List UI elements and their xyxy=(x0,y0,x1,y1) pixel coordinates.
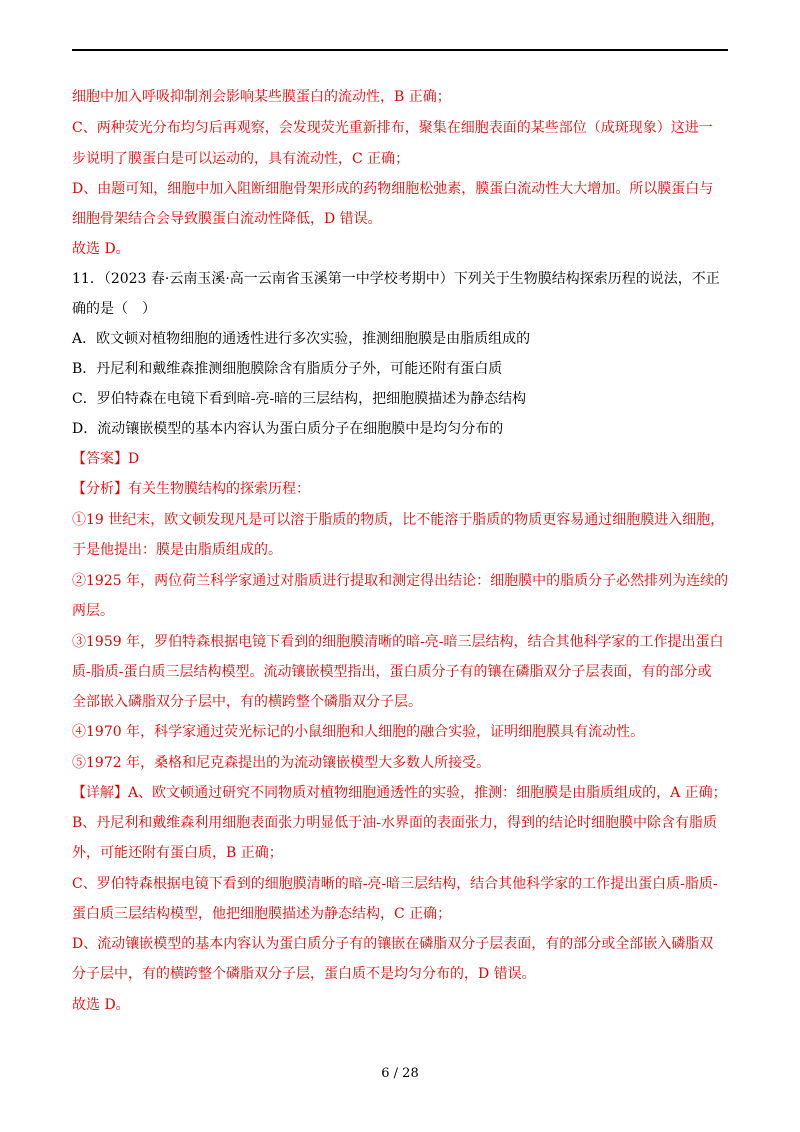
question-stem: 确的是（ ） xyxy=(72,301,156,317)
text-line: 外，可能还附有蛋白质，B 正确； xyxy=(72,845,283,861)
text-line: 两层。 xyxy=(72,603,114,619)
text-line: 细胞中加入呼吸抑制剂会影响某些膜蛋白的流动性，B 正确； xyxy=(72,89,451,105)
text-line: C、两种荧光分布均匀后再观察，会发现荧光重新排布，聚集在细胞表面的某些部位（成斑现象）这进一 xyxy=(72,120,713,136)
text-line: C、罗伯特森根据电镜下看到的细胞膜清晰的暗-亮-暗三层结构，结合其他科学家的工作提出蛋白质-脂质- xyxy=(72,876,718,892)
text-line: 于是他提出：膜是由脂质组成的。 xyxy=(72,542,282,558)
text-line: 故选 D。 xyxy=(72,997,130,1013)
text-line: 质-脂质-蛋白质三层结构模型。流动镶嵌模型指出，蛋白质分子有的镶在磷脂双分子层表面，有的部分或 xyxy=(72,664,712,680)
option-b: B．丹尼利和戴维森推测细胞膜除含有脂质分子外，可能还附有蛋白质 xyxy=(72,361,503,377)
option-d: D．流动镶嵌模型的基本内容认为蛋白质分子在细胞膜中是均匀分布的 xyxy=(72,421,504,437)
text-line: ①19 世纪末，欧文顿发现凡是可以溶于脂质的物质，比不能溶于脂质的物质更容易通过细胞膜进入细胞， xyxy=(72,512,725,528)
text-line: B、丹尼利和戴维森利用细胞表面张力明显低于油-水界面的表面张力，得到的结论时细胞膜中除含有脂质 xyxy=(72,815,718,831)
header-rule xyxy=(72,49,728,51)
text-line: ⑤1972 年，桑格和尼克森提出的为流动镶嵌模型大多数人所接受。 xyxy=(72,755,491,771)
text-line: 全部嵌入磷脂双分子层中，有的横跨整个磷脂双分子层。 xyxy=(72,694,422,710)
question-stem: 11．（2023 春·云南玉溪·高一云南省玉溪第一中学校考期中）下列关于生物膜结构探索历程的说法，不正 xyxy=(72,271,720,287)
text-line: 步说明了膜蛋白是可以运动的，具有流动性，C 正确； xyxy=(72,151,410,167)
analysis-heading: 【分析】有关生物膜结构的探索历程： xyxy=(72,481,310,497)
detail-heading: 【详解】A、欧文顿通过研究不同物质对植物细胞通透性的实验，推测：细胞膜是由脂质组成的，A 正确； xyxy=(72,785,727,801)
answer-line: 【答案】D xyxy=(72,451,140,467)
text-line: ②1925 年，两位荷兰科学家通过对脂质进行提取和测定得出结论：细胞膜中的脂质分子必然排列为连续的 xyxy=(72,573,729,589)
text-line: 故选 D。 xyxy=(72,241,130,257)
text-line: 分子层中，有的横跨整个磷脂双分子层，蛋白质不是均匀分布的，D 错误。 xyxy=(72,966,536,982)
text-line: D、由题可知，细胞中加入阻断细胞骨架形成的药物细胞松弛素，膜蛋白流动性大大增加。所以膜蛋白与 xyxy=(72,181,714,197)
text-line: 蛋白质三层结构模型，他把细胞膜描述为静态结构，C 正确； xyxy=(72,906,452,922)
page-number: 6 / 28 xyxy=(381,1066,419,1081)
option-a: A．欧文顿对植物细胞的通透性进行多次实验，推测细胞膜是由脂质组成的 xyxy=(72,331,531,347)
text-line: ④1970 年，科学家通过荧光标记的小鼠细胞和人细胞的融合实验，证明细胞膜具有流动性。 xyxy=(72,724,645,740)
text-line: D、流动镶嵌模型的基本内容认为蛋白质分子有的镶嵌在磷脂双分子层表面，有的部分或全部嵌入磷脂双 xyxy=(72,936,714,952)
text-line: ③1959 年，罗伯特森根据电镜下看到的细胞膜清晰的暗-亮-暗三层结构，结合其他科学家的工作提出蛋白 xyxy=(72,634,724,650)
option-c: C．罗伯特森在电镜下看到暗-亮-暗的三层结构，把细胞膜描述为静态结构 xyxy=(72,391,527,407)
document-body xyxy=(72,88,729,1013)
text-line: 细胞骨架结合会导致膜蛋白流动性降低，D 错误。 xyxy=(72,211,382,227)
